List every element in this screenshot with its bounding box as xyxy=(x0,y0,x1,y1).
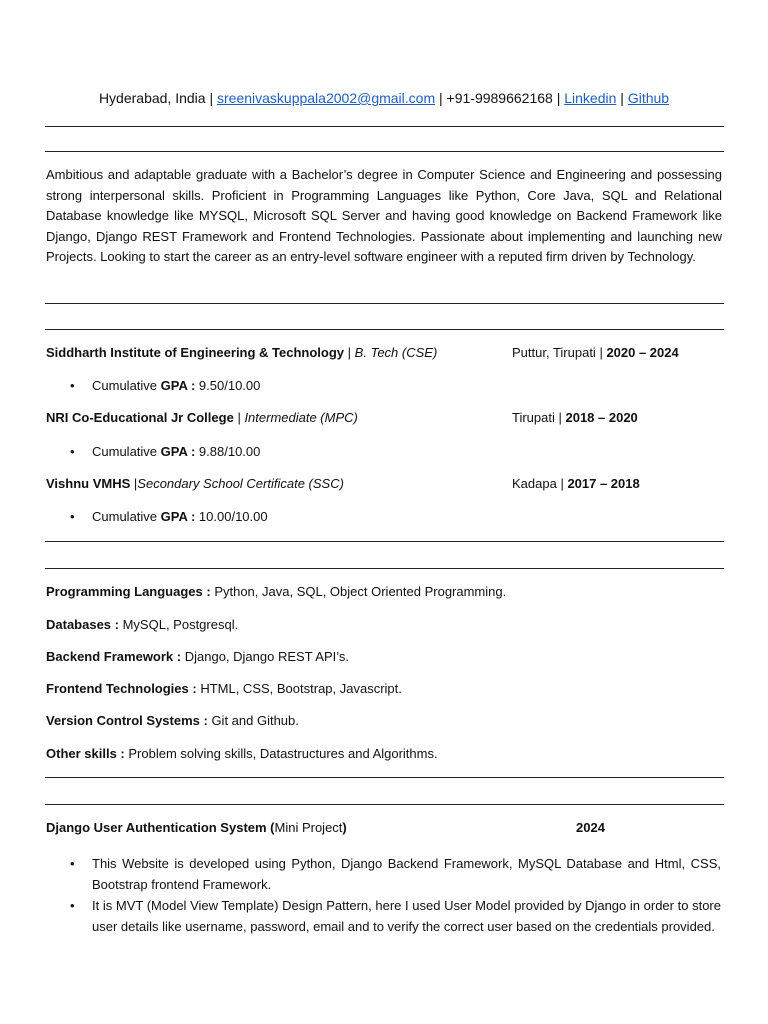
edu-location: Puttur, Tirupati xyxy=(512,345,596,360)
email-link[interactable]: sreenivaskuppala2002@gmail.com xyxy=(217,90,436,106)
institution-name: NRI Co-Educational Jr College xyxy=(46,410,234,425)
bullet-icon: • xyxy=(70,444,75,459)
skill-value: Python, Java, SQL, Object Oriented Programming. xyxy=(210,584,507,599)
separator: | xyxy=(237,410,245,425)
skill-value: HTML, CSS, Bootstrap, Javascript. xyxy=(196,681,402,696)
skill-row xyxy=(46,745,438,763)
bullet-icon: • xyxy=(70,378,75,393)
location-years: Puttur, Tirupati | 2020 – 2024 xyxy=(512,345,679,360)
gpa-line: Cumulative GPA : 10.00/10.00 xyxy=(92,509,268,524)
skill-value: Problem solving skills, Datastructures and Algorithms. xyxy=(124,746,438,761)
degree-name: B. Tech (CSE) xyxy=(354,345,438,360)
degree-name: Secondary School Certificate (SSC) xyxy=(137,476,344,491)
skill-value: Django, Django REST API’s. xyxy=(181,649,349,664)
location-years: Tirupati | 2018 – 2020 xyxy=(512,410,638,425)
phone-text: +91-9989662168 xyxy=(446,90,553,106)
education-entry xyxy=(46,475,722,493)
edu-location: Kadapa xyxy=(512,476,557,491)
project-title: Django User Authentication System ( xyxy=(46,820,275,835)
github-link[interactable]: Github xyxy=(627,90,670,106)
location-text: Hyderabad, India xyxy=(98,90,206,106)
summary-paragraph: Ambitious and adaptable graduate with a Bachelor’s degree in Computer Science and Engineering and possessing strong interpersonal skills. Proficient in Programming Languages like Python, Core Java, SQL and Relational Database knowledge like MYSQL, Microsoft SQL Server and having good knowledge on Backend Framework like Django, Django REST Framework and Frontend Technologies. Passionate about implementing and launching new Projects. Looking to start the career as an entry-level software engineer with a reputed firm driven by Technology. xyxy=(46,167,722,265)
skill-row xyxy=(46,583,506,601)
gpa-line: Cumulative GPA : 9.50/10.00 xyxy=(92,378,261,393)
skill-label: Programming Languages : xyxy=(46,584,211,599)
gpa-label: GPA : xyxy=(160,509,196,524)
skill-row xyxy=(46,616,238,634)
separator: | xyxy=(556,90,561,106)
education-entry xyxy=(46,344,722,362)
skill-value: Git and Github. xyxy=(207,713,299,728)
separator: | xyxy=(347,345,355,360)
gpa-value: 9.50/10.00 xyxy=(195,378,261,393)
project-bullet: This Website is developed using Python, Django Backend Framework, MySQL Database and Html, CSS, Bootstrap frontend Framework. xyxy=(92,856,721,892)
institution-name: Siddharth Institute of Engineering & Technology xyxy=(46,345,345,360)
skill-label: Databases : xyxy=(46,617,119,632)
separator: | xyxy=(620,90,624,106)
section-divider xyxy=(45,303,724,304)
gpa-value: 9.88/10.00 xyxy=(195,444,261,459)
skill-row xyxy=(46,712,299,730)
project-type: Mini Project xyxy=(274,820,343,835)
separator: | xyxy=(439,90,443,106)
skill-label: Backend Framework : xyxy=(46,649,182,664)
section-divider xyxy=(45,568,724,569)
skill-row xyxy=(46,680,402,698)
edu-years: 2017 – 2018 xyxy=(567,476,640,491)
education-entry xyxy=(46,409,722,427)
institution-name: Vishnu VMHS xyxy=(46,476,131,491)
gpa-value: 10.00/10.00 xyxy=(195,509,268,524)
skill-label: Frontend Technologies : xyxy=(46,681,197,696)
location-years: Kadapa | 2017 – 2018 xyxy=(512,476,640,491)
gpa-line: Cumulative GPA : 9.88/10.00 xyxy=(92,444,261,459)
edu-years: 2018 – 2020 xyxy=(565,410,638,425)
bullet-icon: • xyxy=(70,898,75,913)
skill-label: Other skills : xyxy=(46,746,125,761)
section-divider xyxy=(45,151,724,152)
edu-location: Tirupati xyxy=(512,410,555,425)
skill-label: Version Control Systems : xyxy=(46,713,208,728)
contact-line xyxy=(0,89,768,107)
gpa-label: GPA : xyxy=(160,378,196,393)
skill-row xyxy=(46,648,349,666)
project-header: Django User Authentication System (Mini Project) 2024 xyxy=(46,820,605,835)
bullet-icon: • xyxy=(70,856,75,871)
project-year: 2024 xyxy=(576,820,605,835)
section-divider xyxy=(45,126,724,127)
linkedin-link[interactable]: Linkedin xyxy=(564,90,617,106)
skill-value: MySQL, Postgresql. xyxy=(118,617,239,632)
section-divider xyxy=(45,777,724,778)
separator: | xyxy=(133,476,138,491)
section-divider xyxy=(45,329,724,330)
bullet-icon: • xyxy=(70,509,75,524)
degree-name: Intermediate (MPC) xyxy=(244,410,358,425)
edu-years: 2020 – 2024 xyxy=(606,345,679,360)
section-divider xyxy=(45,804,724,805)
section-divider xyxy=(45,541,724,542)
project-bullet: It is MVT (Model View Template) Design Pattern, here I used User Model provided by Django in order to store user details like username, password, email and to verify the correct user based on the credentials provided. xyxy=(92,898,721,934)
gpa-label: GPA : xyxy=(160,444,196,459)
separator: | xyxy=(209,90,214,106)
